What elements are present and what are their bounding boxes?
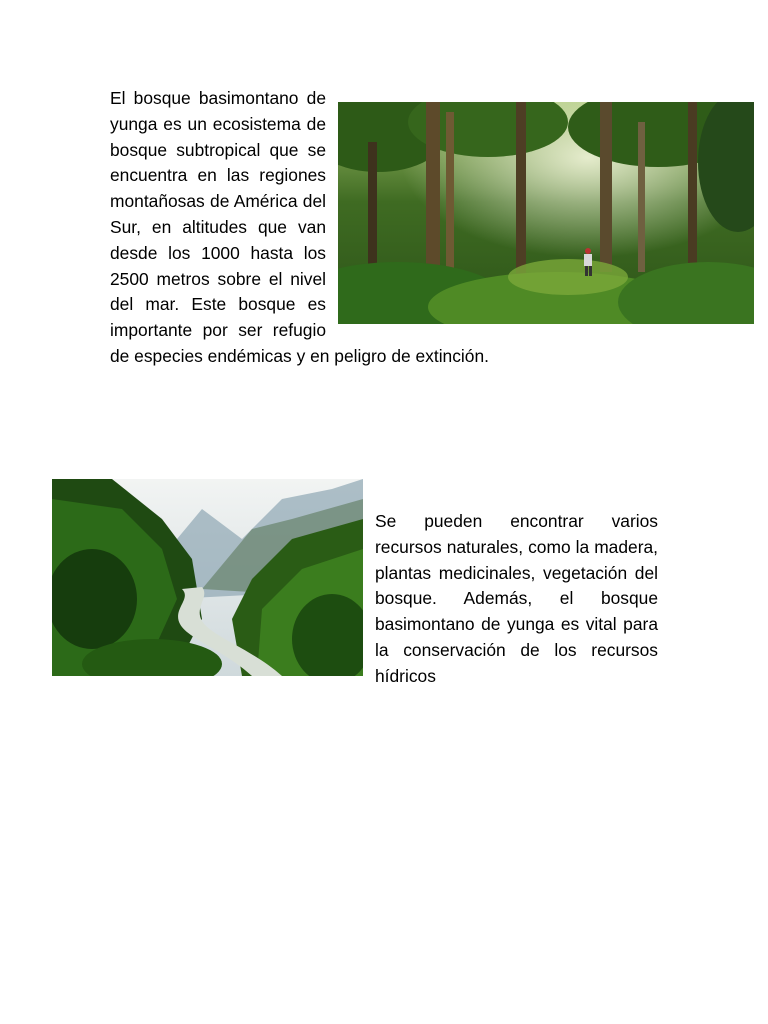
paragraph-natural-resources: Se pueden encontrar varios recursos naturales, como la madera, plantas medicinales, vegetación del bosque. Además, el bosque basimontano de yunga es vital para la conservación de los recursos hídricos [375, 511, 658, 686]
river-valley-photo [52, 479, 363, 676]
river-valley-photo-icon [52, 479, 363, 676]
paragraph1-text: El bosque basimontano de yunga es un ecosistema de bosque subtropical que se encuentra en las regiones montañosas de América del Sur, en altitudes que van desde los 1000 hasta los 2500 metros sobre el nivel del mar. Este bosque es importante por ser refugio de especies endémicas y en peligro de extinción. [110, 88, 489, 366]
forest-photo-icon [338, 102, 754, 324]
forest-photo [338, 102, 754, 324]
paragraph-yunga-intro [110, 86, 658, 370]
